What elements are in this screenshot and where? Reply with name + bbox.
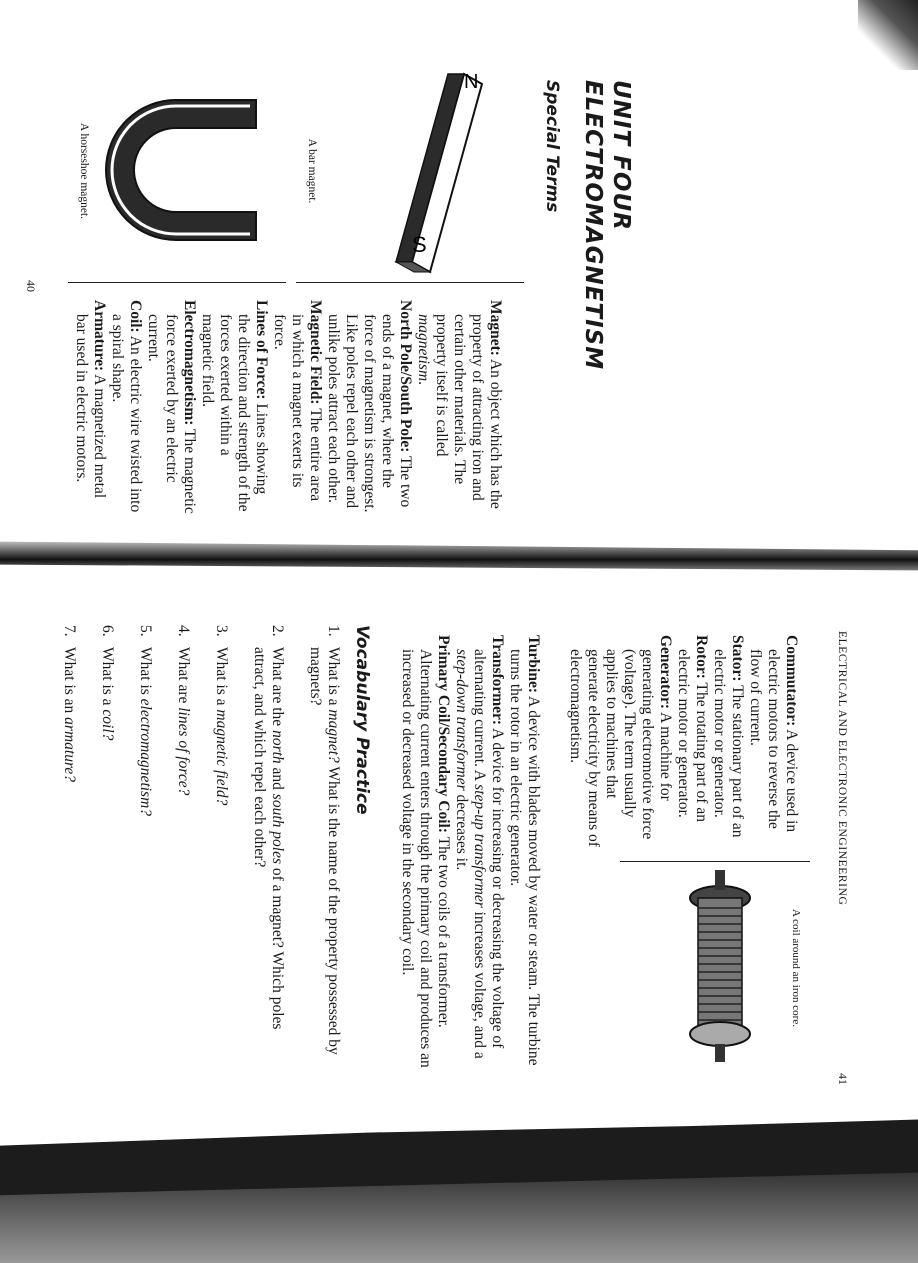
page-41 [0, 585, 860, 1105]
term-poles: North Pole/South Pole: The two ends of a magnet, where the force of magnetism is strongest. Like poles repel each other and unlike poles attract each other. [325, 300, 414, 513]
bar-magnet-caption: A bar magnet. [306, 138, 318, 204]
term-magnet: Magnet: An object which has the property of attracting iron and certain other materials. The property itself is called magnetism. [415, 300, 504, 509]
unit-label: UNIT FOUR [608, 80, 634, 231]
term-primary-secondary-coil: Primary Coil/Secondary Coil: The two coils of a transformer. Alternating current enters through the primary coil and produces an increased or decreased voltage in the secondary coil. [399, 635, 452, 1068]
right-terms-wide [398, 635, 542, 1075]
term-lines-of-force: Lines of Force: Lines showing the direction and strength of the forces exerted within a magnetic field. [199, 300, 270, 512]
pole-s-label: S [412, 232, 427, 257]
term-coil: Coil: An electric wire twisted into a spiral shape. [109, 300, 144, 513]
pole-n-label: N [464, 71, 479, 93]
question-6: 6. What is a coil? [99, 625, 116, 741]
horseshoe-magnet-figure [68, 60, 286, 283]
question-3: 3. What is a magnetic field? [213, 625, 230, 806]
term-generator: Generator: A machine for generating electromotive force (voltage). The term usually applies to machines that generate electricity by means of electromagnetism. [567, 635, 674, 847]
right-terms-narrow [566, 635, 800, 853]
special-terms-list [72, 300, 504, 514]
book-gutter-shadow [0, 520, 918, 592]
horseshoe-magnet-image [91, 60, 286, 282]
term-commutator: Commutator: A device used in electric motors to reverse the flow of current. [747, 635, 800, 833]
coil-image [620, 868, 780, 1068]
vocabulary-practice-title: Vocabulary Practice [352, 625, 372, 815]
question-1: 1. What is a magnet? What is the name of the property possessed by magnets? [307, 625, 342, 1055]
unit-title: ELECTROMAGNETISM [580, 80, 606, 371]
page-40 [0, 0, 634, 520]
term-stator: Stator: The stationary part of an electric motor or generator. [711, 635, 746, 838]
running-head: ELECTRICAL AND ELECTRONIC ENGINEERING [836, 631, 848, 906]
vocabulary-questions [40, 625, 342, 1065]
term-electromagnetism: Electromagnetism: The magnetic force exerted by an electric current. [145, 300, 198, 514]
scan-corner-shadow [858, 0, 918, 70]
page-number-41: 41 [836, 1073, 850, 1085]
question-4: 4. What are lines of force? [175, 625, 192, 796]
term-transformer: Transformer: A device for increasing or decreasing the voltage of alternating current. A step-up transformer increases voltage, and a step-down transformer decreases it. [453, 635, 506, 1059]
coil-figure [620, 861, 810, 1074]
term-turbine: Turbine: A device with blades moved by water or steam. The turbine turns the rotor in an electric generator. [507, 635, 542, 1066]
page-number-40: 40 [24, 280, 38, 292]
bar-magnet-image [324, 60, 524, 282]
question-7: 7. What is an armature? [61, 625, 78, 783]
coil-caption: A coil around an iron core. [790, 909, 802, 1027]
bar-magnet-figure [296, 60, 524, 283]
horseshoe-magnet-caption: A horseshoe magnet. [78, 122, 90, 220]
question-2: 2. What are the north and south poles of a magnet? Which poles attract, and which repel each other? [251, 625, 286, 1030]
question-5: 5. What is electromagnetism? [137, 625, 154, 817]
section-title: Special Terms [542, 80, 562, 213]
term-rotor: Rotor: The rotating part of an electric motor or generator. [675, 635, 710, 822]
term-magnetic-field: Magnetic Field: The entire area in which a magnet exerts its force. [271, 300, 324, 502]
term-armature: Armature: A magnetized metal bar used in electric motors. [73, 300, 108, 499]
